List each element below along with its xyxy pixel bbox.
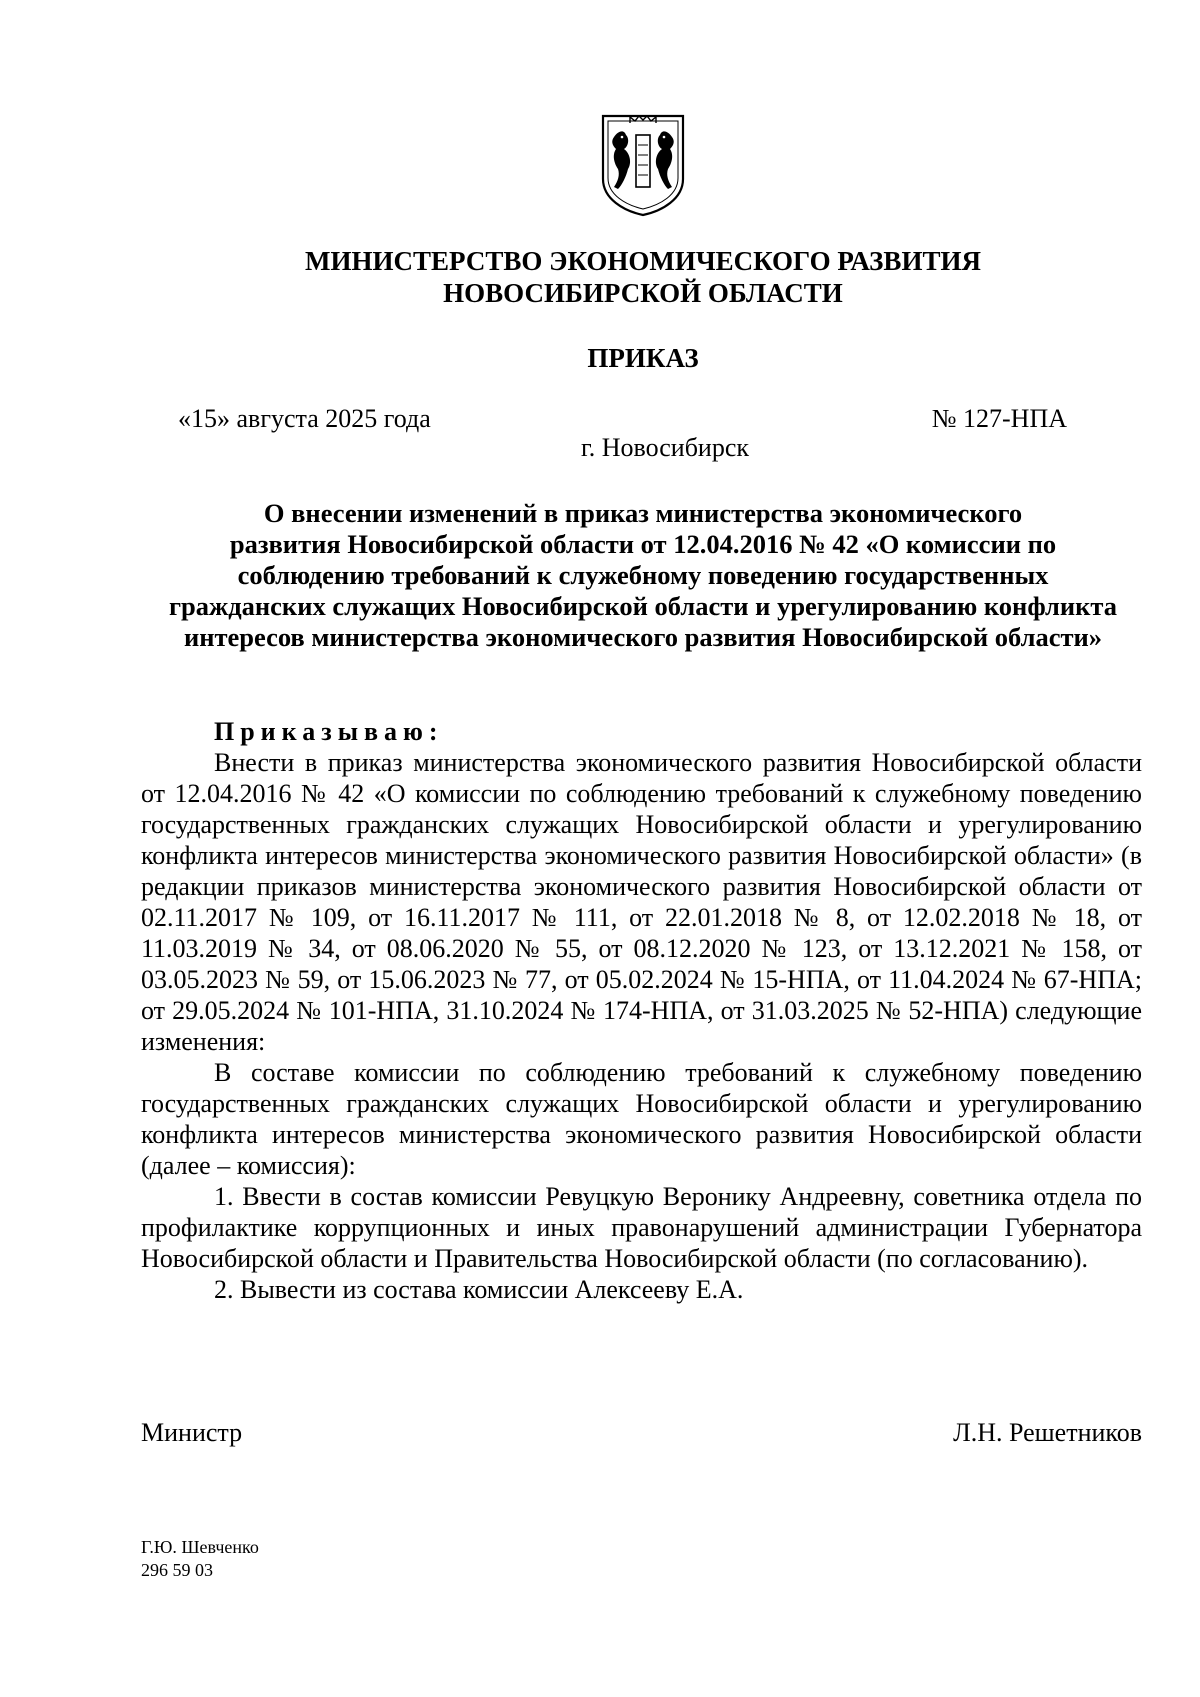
title-line: гражданских служащих Новосибирской области и урегулированию конфликта (169, 591, 1117, 621)
executor-phone: 296 59 03 (141, 1560, 213, 1580)
body-paragraph: 2. Вывести из состава комиссии Алексееву Е.А. (214, 1275, 744, 1304)
document-number: № 127-НПА (931, 404, 1067, 433)
body-paragraph: 1. Ввести в состав комиссии Ревуцкую Веронику Андреевну, советника отдела по профилактике коррупционных и иных правонарушений администрации Губернатора Новосибирской области и Правительства Новосибирской области (по согласованию). (141, 1182, 1142, 1273)
ministry-name-line2: НОВОСИБИРСКОЙ ОБЛАСТИ (443, 278, 843, 308)
ministry-name (0, 245, 1200, 309)
executor-block (141, 1536, 259, 1582)
document-type: ПРИКАЗ (587, 343, 699, 373)
executor-name: Г.Ю. Шевченко (141, 1537, 259, 1557)
document-date: «15» августа 2025 года (178, 404, 431, 433)
title-line: развития Новосибирской области от 12.04.2016 № 42 «О комиссии по (229, 529, 1057, 559)
signatory-role: Министр (141, 1418, 243, 1447)
document-body (141, 747, 1142, 1305)
document-title (143, 498, 1143, 653)
title-line: О внесении изменений в приказ министерства экономического (263, 498, 1023, 528)
body-paragraph: Внести в приказ министерства экономического развития Новосибирской области от 12.04.2016 № 42 «О комиссии по соблюдению требований к служебному поведению государственных гражданских служащих Новосибирской области и урегулированию конфликта интересов министерства экономического развития Новосибирской области» (в редакции приказов министерства экономического развития Новосибирской области от 02.11.2017 № 109, от 16.11.2017 № 111, от 22.01.2018 № 8, от 12.02.2018 № 18, от 11.03.2019 № 34, от 08.06.2020 № 55, от 08.12.2020 № 123, от 13.12.2021 № 158, от 03.05.2023 № 59, от 15.06.2023 № 77, от 05.02.2024 № 15-НПА, от 11.04.2024 № 67-НПА; от 29.05.2024 № 101-НПА, 31.10.2024 № 174-НПА, от 31.03.2025 № 52-НПА) следующие изменения: (141, 748, 1142, 1056)
order-verb: Приказываю: (214, 717, 444, 746)
coat-of-arms-icon (600, 113, 686, 217)
ministry-name-line1: МИНИСТЕРСТВО ЭКОНОМИЧЕСКОГО РАЗВИТИЯ (305, 246, 981, 276)
signatory-name: Л.Н. Решетников (953, 1418, 1142, 1447)
body-paragraph: В составе комиссии по соблюдению требований к служебному поведению государственных гражданских служащих Новосибирской области и урегулированию конфликта интересов министерства экономического развития Новосибирской области (далее – комиссия): (141, 1058, 1142, 1180)
document-city: г. Новосибирск (580, 433, 750, 462)
title-line: соблюдению требований к служебному поведению государственных (237, 560, 1049, 590)
title-line: интересов министерства экономического развития Новосибирской области» (183, 622, 1103, 652)
